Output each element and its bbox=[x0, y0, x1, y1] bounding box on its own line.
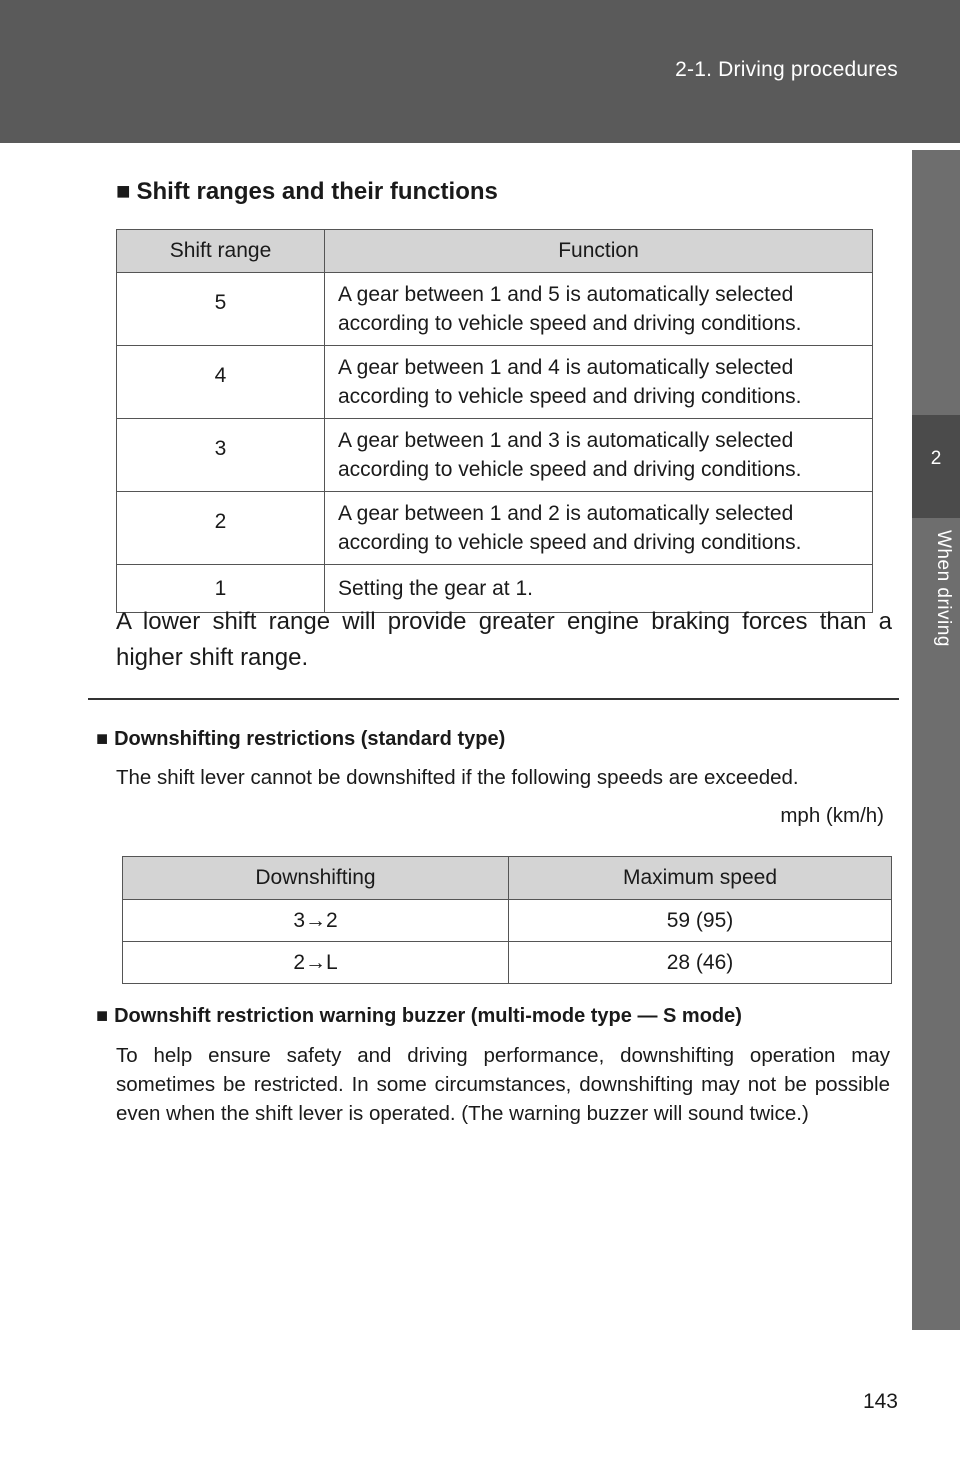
section-divider bbox=[88, 698, 899, 700]
shift-range-cell: 2 bbox=[117, 492, 325, 565]
column-header-function: Function bbox=[325, 230, 873, 273]
downshifting-restrictions-text: The shift lever cannot be downshifted if the following speeds are exceeded. bbox=[116, 766, 799, 789]
square-bullet-icon: ■ bbox=[96, 728, 109, 750]
chapter-number: 2 bbox=[930, 448, 942, 469]
shift-range-cell: 5 bbox=[117, 273, 325, 346]
column-header-maximum-speed: Maximum speed bbox=[509, 857, 892, 900]
table-header-row bbox=[117, 230, 873, 273]
max-speed-cell: 28 (46) bbox=[509, 942, 892, 984]
shift-range-cell: 3 bbox=[117, 419, 325, 492]
downshift-cell: 3→2 bbox=[123, 900, 509, 942]
shift-range-table bbox=[116, 229, 873, 613]
downshifting-restrictions-title: Downshifting restrictions (standard type) bbox=[114, 728, 506, 750]
table-row bbox=[117, 346, 873, 419]
warning-buzzer-heading bbox=[96, 1005, 742, 1028]
shift-ranges-title bbox=[116, 178, 498, 206]
table-row bbox=[117, 492, 873, 565]
column-header-shift-range: Shift range bbox=[117, 230, 325, 273]
shift-range-cell: 4 bbox=[117, 346, 325, 419]
section-header-title: 2-1. Driving procedures bbox=[675, 58, 898, 81]
engine-braking-note: A lower shift range will provide greater engine braking forces than a higher shift range. bbox=[116, 608, 892, 671]
chapter-side-tab bbox=[912, 150, 960, 1330]
function-cell: A gear between 1 and 5 is automatically selected according to vehicle speed and driving conditions. bbox=[325, 273, 873, 346]
function-cell: Setting the gear at 1. bbox=[325, 565, 873, 613]
max-speed-cell: 59 (95) bbox=[509, 900, 892, 942]
page-number: 143 bbox=[862, 1390, 898, 1413]
shift-ranges-title-text: Shift ranges and their functions bbox=[136, 178, 498, 205]
warning-buzzer-text: To help ensure safety and driving performance, downshifting operation may sometimes be restricted. In some circumstances, downshifting may not be possible even when the shift lever is operated. (The warning buzzer will sound twice.) bbox=[116, 1044, 890, 1125]
column-header-downshifting: Downshifting bbox=[123, 857, 509, 900]
table-row bbox=[123, 942, 892, 984]
function-cell: A gear between 1 and 4 is automatically selected according to vehicle speed and driving conditions. bbox=[325, 346, 873, 419]
function-cell: A gear between 1 and 3 is automatically selected according to vehicle speed and driving conditions. bbox=[325, 419, 873, 492]
downshift-cell: 2→L bbox=[123, 942, 509, 984]
square-bullet-icon: ■ bbox=[96, 1005, 109, 1027]
table-row bbox=[117, 419, 873, 492]
speed-unit-note: mph (km/h) bbox=[780, 804, 884, 827]
function-cell: A gear between 1 and 2 is automatically selected according to vehicle speed and driving conditions. bbox=[325, 492, 873, 565]
table-row bbox=[117, 273, 873, 346]
table-header-row bbox=[123, 857, 892, 900]
table-row bbox=[123, 900, 892, 942]
chapter-label: When driving bbox=[933, 530, 954, 647]
square-bullet-icon: ■ bbox=[116, 178, 131, 205]
downshift-speed-table bbox=[122, 856, 892, 984]
warning-buzzer-title: Downshift restriction warning buzzer (multi-mode type — S mode) bbox=[114, 1005, 742, 1027]
shift-range-cell: 1 bbox=[117, 565, 325, 613]
downshifting-restrictions-heading bbox=[96, 728, 505, 751]
